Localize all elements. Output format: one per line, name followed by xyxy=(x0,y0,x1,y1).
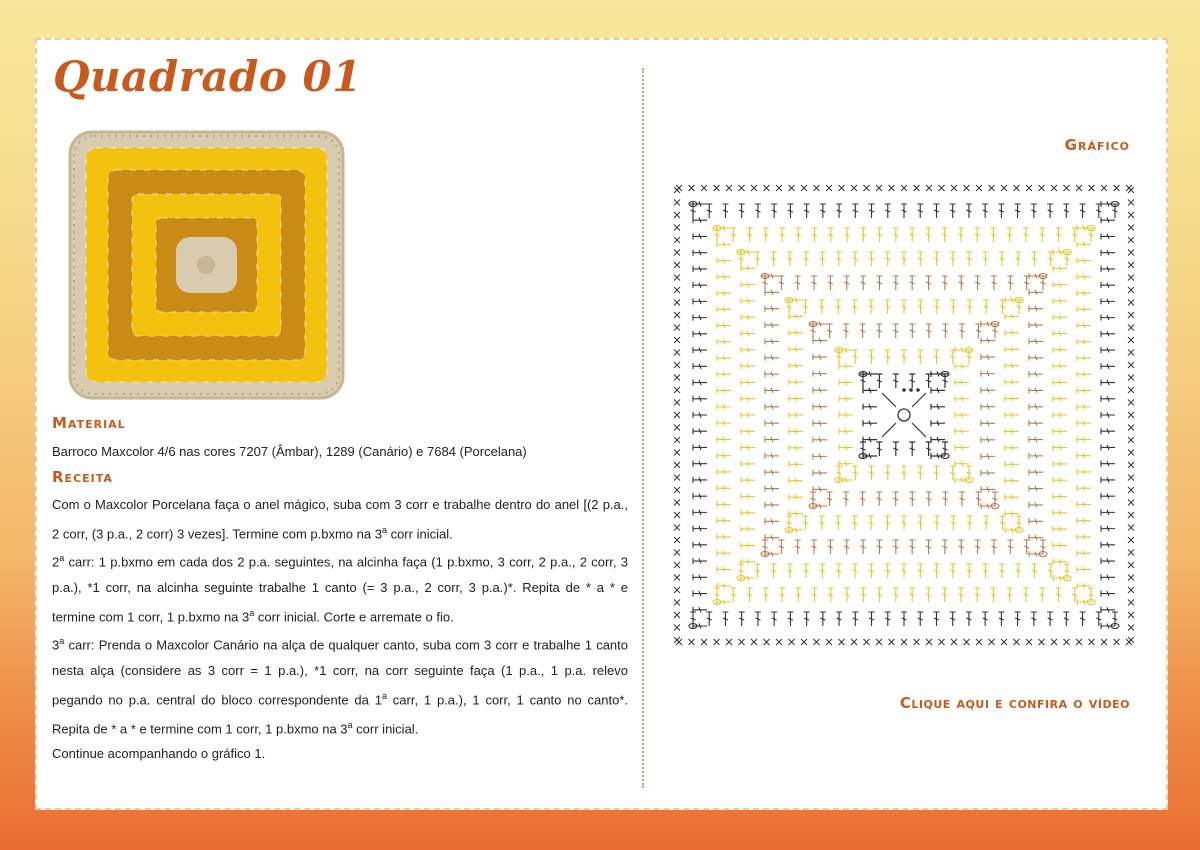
chart-slip-stitch-3 xyxy=(916,388,920,392)
chart-center-stitch-1 xyxy=(882,393,896,407)
recipe-heading: Receita xyxy=(52,468,113,486)
chart-ring-6 xyxy=(809,321,999,509)
chart-center-stitch-2 xyxy=(912,393,926,407)
chart-heading: Gráfico xyxy=(1064,136,1130,154)
chart-ring-2 xyxy=(713,225,1095,605)
video-link[interactable]: Clique aqui e confira o vídeo xyxy=(899,694,1130,712)
chart-ring-7 xyxy=(835,347,973,483)
chart-slip-stitch-2 xyxy=(909,388,913,392)
chart-ring-5 xyxy=(785,297,1023,533)
recipe-text xyxy=(52,492,628,767)
pattern-card xyxy=(35,38,1168,810)
granny-square-photo xyxy=(64,126,349,404)
chart-ring-4 xyxy=(761,273,1047,557)
column-divider xyxy=(642,68,644,788)
chart-ring-8 xyxy=(859,371,949,459)
material-text: Barroco Maxcolor 4/6 nas cores 7207 (Âmbar), 1289 (Canário) e 7684 (Porcelana) xyxy=(52,444,527,459)
chart-slip-stitch-1 xyxy=(902,388,906,392)
recipe-step-2: 2$^a$ carr: 1 p.bxmo em cada dos 2 p.a. seguintes, na alcinha faça (1 p.bxmo, 3 corr, 2 p.a., 2 corr, 3 p.a.), *1 corr, na alcinha seguinte trabalhe 1 canto (= 3 p.a., 2 corr, 3 p.a.)*. Repita de * a * e termine com 1 corr, 1 p.bxmo na 3$^a$ corr inicial. Corte e arremate o fio. xyxy=(52,553,628,624)
chart-ring-3 xyxy=(737,249,1071,581)
chart-center-stitch-3 xyxy=(882,423,896,437)
material-heading: Material xyxy=(52,414,126,432)
crochet-chart-diagram xyxy=(669,180,1139,650)
recipe-step-4: Continue acompanhando o gráfico 1. xyxy=(52,746,266,762)
chart-magic-ring xyxy=(898,409,910,421)
recipe-step-1: Com o Maxcolor Porcelana faça o anel mágico, suba com 3 corr e trabalhe dentro do anel [(2 p.a., 2 corr, (3 p.a., 2 corr) 3 vezes]. Termine com p.bxmo na 3$^a$ corr inicial. xyxy=(52,497,628,541)
page-title: Quadrado 01 xyxy=(53,52,362,101)
recipe-step-3: 3$^a$ carr: Prenda o Maxcolor Canário na alça de qualquer canto, suba com 3 corr e trabalhe 1 canto nesta alça (considere as 3 corr = 1 p.a.), *1 corr, na corr seguinte faça (1 p.a., 1 p.a. relevo pegando no p.a. central do bloco correspondente da 1$^a$ carr, 1 p.a.), 1 corr, 1 canto no canto*. Repita de * a * e termine com 1 corr, 1 p.bxmo na 3$^a$ corr inicial. xyxy=(52,636,628,736)
chart-center-stitch-4 xyxy=(912,423,926,437)
